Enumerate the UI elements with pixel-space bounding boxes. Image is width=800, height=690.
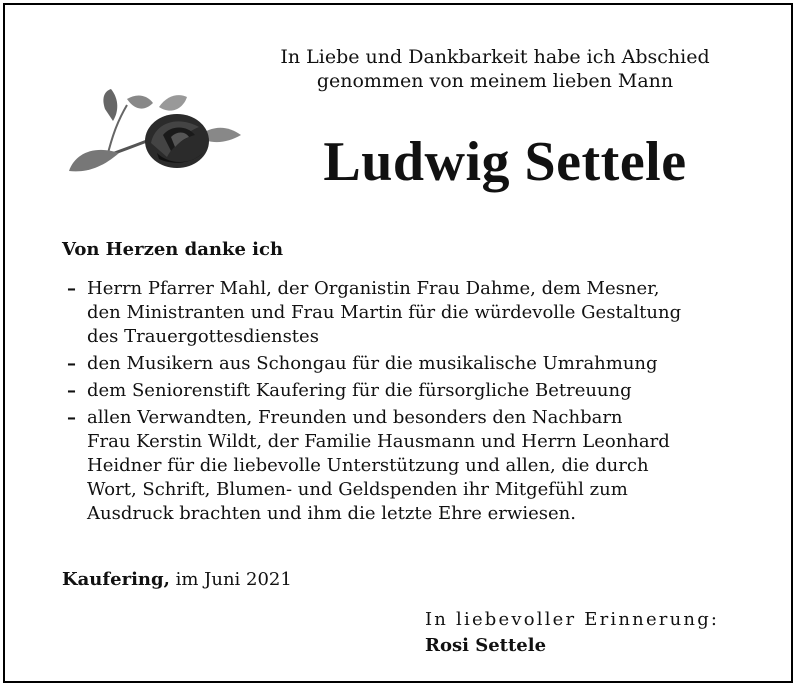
- list-dash: –: [67, 353, 76, 374]
- obituary-notice: [3, 3, 793, 683]
- signer-name: Rosi Settele: [425, 635, 547, 656]
- date: im Juni 2021: [175, 569, 292, 590]
- deceased-name: Ludwig Settele: [323, 131, 687, 193]
- thanks-line: des Trauergottesdienstes: [87, 326, 319, 347]
- thanks-line: Heidner für die liebevolle Unterstützung und allen, die durch: [87, 455, 649, 476]
- list-dash: –: [67, 278, 76, 299]
- thanks-list: [62, 277, 762, 529]
- intro-line-2: genommen von meinem lieben Mann: [316, 70, 674, 92]
- thanks-line: den Ministranten und Frau Martin für die würdevolle Gestaltung: [87, 302, 682, 323]
- thanks-heading: Von Herzen danke ich: [62, 239, 284, 260]
- closing-signature: [425, 607, 719, 659]
- list-dash: –: [67, 407, 76, 428]
- thanks-line: den Musikern aus Schongau für die musikalische Umrahmung: [87, 353, 658, 374]
- thanks-item: [62, 352, 762, 376]
- place-date: [62, 568, 292, 592]
- thanks-line: Herrn Pfarrer Mahl, der Organistin Frau Dahme, dem Mesner,: [87, 278, 660, 299]
- rose-icon: [67, 87, 245, 179]
- thanks-line: allen Verwandten, Freunden und besonders den Nachbarn: [87, 407, 623, 428]
- thanks-item: [62, 277, 762, 349]
- thanks-item: [62, 406, 762, 526]
- thanks-line: dem Seniorenstift Kaufering für die fürsorgliche Betreuung: [87, 380, 632, 401]
- thanks-item: [62, 379, 762, 403]
- place: Kaufering,: [62, 569, 170, 590]
- thanks-line: Wort, Schrift, Blumen- und Geldspenden ihr Mitgefühl zum: [87, 479, 628, 500]
- thanks-line: Ausdruck brachten und ihm die letzte Ehre erwiesen.: [87, 503, 576, 524]
- intro-line-1: In Liebe und Dankbarkeit habe ich Abschied: [280, 46, 710, 68]
- intro-text: [225, 45, 765, 93]
- list-dash: –: [67, 380, 76, 401]
- closing-memory: In liebevoller Erinnerung:: [425, 609, 720, 630]
- thanks-line: Frau Kerstin Wildt, der Familie Hausmann und Herrn Leonhard: [87, 431, 670, 452]
